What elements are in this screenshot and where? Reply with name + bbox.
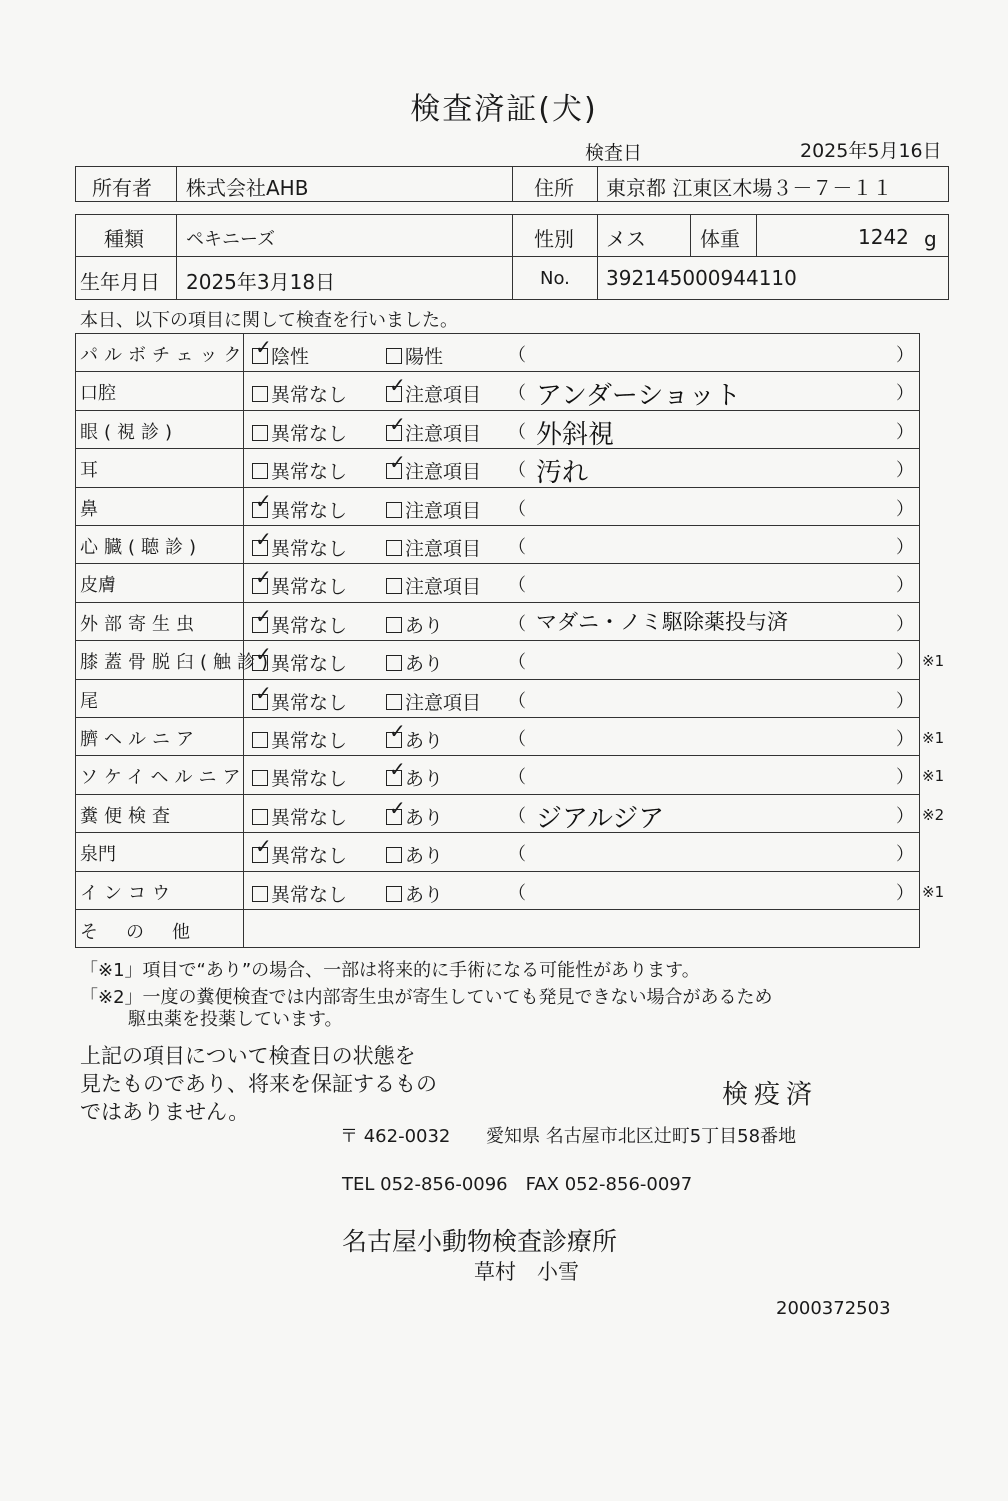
checkbox-icon[interactable] (252, 578, 268, 594)
open-paren: （ (508, 498, 526, 520)
note-2: 「※2」一度の糞便検査では内部寄生虫が寄生していても発見できない場合があるため (80, 987, 773, 1008)
checkbox-icon[interactable] (252, 732, 268, 748)
open-paren: （ (508, 345, 526, 366)
option-b-label: 注意項目 (405, 499, 482, 522)
option-b[interactable] (386, 764, 443, 791)
option-a[interactable] (252, 880, 347, 907)
option-b[interactable] (386, 726, 443, 753)
option-b[interactable] (386, 880, 443, 907)
quarantine-stamp: 検疫済 (722, 1080, 819, 1110)
option-b[interactable] (386, 419, 481, 446)
option-a[interactable] (252, 764, 347, 791)
option-b-label: あり (405, 845, 444, 868)
owner-value: 株式会社AHB (186, 176, 309, 200)
checkbox-icon[interactable] (386, 386, 402, 402)
option-b[interactable] (386, 342, 443, 369)
close-paren: ） (896, 345, 914, 366)
row-item-label: 外部寄生虫 (80, 613, 200, 635)
breed-label: 種類 (104, 227, 144, 251)
option-b-label: あり (405, 768, 444, 791)
option-b-label: あり (405, 653, 444, 676)
owner-label: 所有者 (92, 176, 152, 200)
option-a-label: 異常なし (271, 883, 348, 906)
option-b-label: あり (405, 806, 444, 829)
checkbox-icon[interactable] (386, 809, 402, 825)
open-paren: （ (508, 882, 526, 904)
option-b[interactable] (386, 688, 481, 715)
vet-name: 草村 小雪 (474, 1260, 579, 1284)
checkbox-icon[interactable] (252, 386, 268, 402)
option-a[interactable] (252, 726, 347, 753)
open-paren: （ (508, 613, 526, 635)
sex-label: 性別 (534, 227, 574, 251)
option-a[interactable] (252, 534, 347, 561)
checkbox-icon[interactable] (386, 847, 402, 863)
address-label: 住所 (534, 176, 574, 200)
row-item-label: 口腔 (80, 383, 116, 405)
row-item-label: 糞便検査 (80, 805, 176, 827)
row-mark: ※1 (922, 652, 945, 671)
weight-unit: g (924, 227, 937, 251)
row-item-label: 耳 (80, 460, 98, 482)
row-item-label: ソケイヘルニア (80, 767, 247, 789)
checkbox-icon[interactable] (252, 886, 268, 902)
option-b-label: あり (405, 883, 444, 906)
option-b[interactable] (386, 496, 481, 523)
row-mark: ※2 (922, 805, 945, 824)
checkbox-icon[interactable] (386, 732, 402, 748)
row-item-label: パルボチェック (80, 345, 248, 366)
option-a[interactable] (252, 380, 347, 407)
close-paren: ） (896, 767, 914, 789)
option-a-label: 異常なし (271, 576, 348, 599)
disclaimer-line-2: 見たものであり、将来を保証するもの (80, 1072, 437, 1096)
option-b-label: 注意項目 (405, 691, 482, 714)
option-a-label: 異常なし (271, 730, 348, 752)
row-note: アンダーショット (536, 381, 741, 412)
open-paren: （ (508, 575, 526, 597)
option-a[interactable] (252, 803, 347, 830)
tel-fax: TEL 052-856-0096 FAX 052-856-0097 (342, 1174, 693, 1195)
option-b[interactable] (386, 380, 481, 407)
no-label: No. (540, 268, 570, 289)
close-paren: ） (896, 882, 914, 904)
option-a-label: 異常なし (271, 461, 348, 484)
option-b-label: 注意項目 (405, 422, 482, 445)
option-b[interactable] (386, 649, 443, 676)
no-value: 392145000944110 (606, 266, 797, 290)
option-b[interactable] (386, 457, 481, 484)
option-a-label: 異常なし (271, 422, 348, 445)
checkbox-icon[interactable] (252, 694, 268, 710)
option-a[interactable] (252, 572, 347, 599)
option-a[interactable] (252, 649, 347, 676)
clinic-name: 名古屋小動物検査診療所 (342, 1227, 618, 1256)
checkbox-icon[interactable] (252, 809, 268, 825)
intro-text: 本日、以下の項目に関して検査を行いました。 (80, 310, 458, 331)
checkbox-icon[interactable] (252, 770, 268, 786)
checkbox-icon[interactable] (252, 655, 268, 671)
open-paren: （ (508, 767, 526, 789)
row-note: マダニ・ノミ駆除薬投与済 (536, 609, 788, 634)
checkbox-icon[interactable] (252, 847, 268, 863)
close-paren: ） (896, 421, 914, 443)
row-note: 汚れ (536, 458, 589, 489)
exam-date: 2025年5月16日 (800, 140, 942, 162)
postal-code: 〒 462-0032 (340, 1126, 451, 1147)
checkbox-icon[interactable] (386, 694, 402, 710)
open-paren: （ (508, 844, 526, 866)
close-paren: ） (896, 613, 914, 635)
close-paren: ） (896, 729, 914, 750)
option-a[interactable] (252, 457, 347, 484)
option-b-label: あり (405, 730, 444, 752)
row-mark: ※1 (922, 767, 945, 786)
disclaimer-line-3: ではありません。 (80, 1100, 250, 1124)
open-paren: （ (508, 537, 526, 558)
row-item-label: 鼻 (80, 498, 98, 520)
option-a-label: 異常なし (271, 653, 348, 676)
sex-value: メス (606, 227, 646, 251)
serial-number: 2000372503 (776, 1298, 891, 1319)
checkbox-icon[interactable] (252, 617, 268, 633)
breed-value: ペキニーズ (186, 229, 276, 250)
note-2-continued: 駆虫薬を投薬しています。 (128, 1009, 343, 1030)
close-paren: ） (896, 498, 914, 520)
dob-label: 生年月日 (80, 270, 160, 294)
checkbox-icon[interactable] (386, 348, 402, 364)
dob-value: 2025年3月18日 (186, 270, 336, 294)
close-paren: ） (896, 460, 914, 482)
checkbox-icon[interactable] (386, 617, 402, 633)
close-paren: ） (896, 575, 914, 597)
close-paren: ） (896, 844, 914, 866)
row-item-label: 泉門 (80, 844, 116, 866)
address-value: 東京都 江東区木場３－７－１１ (606, 176, 893, 200)
checkbox-icon[interactable] (252, 502, 268, 518)
checkbox-icon[interactable] (386, 886, 402, 902)
row-mark: ※1 (922, 882, 945, 901)
close-paren: ） (896, 537, 914, 558)
checkbox-icon[interactable] (386, 502, 402, 518)
row-item-label: 膝蓋骨脱臼(触診) (80, 652, 275, 674)
row-item-label: インコウ (80, 882, 176, 904)
option-b[interactable] (386, 841, 443, 868)
close-paren: ） (896, 805, 914, 827)
disclaimer-line-1: 上記の項目について検査日の状態を (80, 1044, 416, 1068)
open-paren: （ (508, 690, 526, 712)
checkbox-icon[interactable] (252, 348, 268, 364)
open-paren: （ (508, 460, 526, 482)
open-paren: （ (508, 805, 526, 827)
option-a[interactable] (252, 611, 347, 638)
open-paren: （ (508, 652, 526, 674)
option-a-label: 異常なし (271, 768, 348, 791)
option-b[interactable] (386, 572, 481, 599)
option-b-label: 注意項目 (405, 384, 482, 407)
open-paren: （ (508, 421, 526, 443)
option-a[interactable] (252, 688, 347, 715)
option-b-label: あり (405, 614, 444, 637)
checkbox-icon[interactable] (386, 540, 402, 556)
option-a[interactable] (252, 342, 309, 369)
option-a-label: 異常なし (271, 691, 348, 714)
row-note: ジアルジア (536, 803, 665, 834)
option-a-label: 異常なし (271, 384, 348, 407)
option-b[interactable] (386, 534, 481, 561)
option-b-label: 注意項目 (405, 461, 482, 484)
option-b-label: 陽性 (405, 346, 444, 368)
note-1: 「※1」項目で“あり”の場合、一部は将来的に手術になる可能性があります。 (80, 960, 700, 981)
option-b[interactable] (386, 611, 443, 638)
document-title: 検査済証(犬) (410, 92, 598, 127)
row-item-label: 眼(視診) (80, 421, 179, 443)
clinic-address: 愛知県 名古屋市北区辻町5丁目58番地 (486, 1126, 797, 1147)
open-paren: （ (508, 729, 526, 750)
row-item-label: 尾 (80, 690, 98, 712)
option-a-label: 異常なし (271, 538, 348, 560)
close-paren: ） (896, 690, 914, 712)
row-item-label: 皮膚 (80, 575, 116, 597)
other-label: その他 (80, 922, 218, 943)
option-a-label: 異常なし (271, 845, 348, 868)
option-b-label: 注意項目 (405, 538, 482, 560)
row-mark: ※1 (922, 729, 945, 747)
option-a-label: 異常なし (271, 614, 348, 637)
close-paren: ） (896, 652, 914, 674)
option-a[interactable] (252, 841, 347, 868)
option-a[interactable] (252, 496, 347, 523)
checkbox-icon[interactable] (252, 463, 268, 479)
exam-date-label: 検査日 (585, 142, 643, 164)
checkbox-icon[interactable] (386, 463, 402, 479)
open-paren: （ (508, 383, 526, 405)
weight-value: 1242 (858, 225, 909, 249)
row-item-label: 心臓(聴診) (80, 537, 203, 558)
option-b-label: 注意項目 (405, 576, 482, 599)
checkbox-icon[interactable] (252, 540, 268, 556)
row-note: 外斜視 (536, 419, 615, 450)
option-a-label: 異常なし (271, 499, 348, 522)
checkbox-icon[interactable] (252, 425, 268, 441)
close-paren: ） (896, 383, 914, 405)
checkbox-icon[interactable] (386, 770, 402, 786)
checkbox-icon[interactable] (386, 425, 402, 441)
weight-label: 体重 (700, 227, 740, 251)
row-item-label: 臍ヘルニア (80, 729, 200, 750)
option-a[interactable] (252, 419, 347, 446)
checkbox-icon[interactable] (386, 655, 402, 671)
option-b[interactable] (386, 803, 443, 830)
option-a-label: 異常なし (271, 806, 348, 829)
checkbox-icon[interactable] (386, 578, 402, 594)
option-a-label: 陰性 (271, 346, 310, 368)
